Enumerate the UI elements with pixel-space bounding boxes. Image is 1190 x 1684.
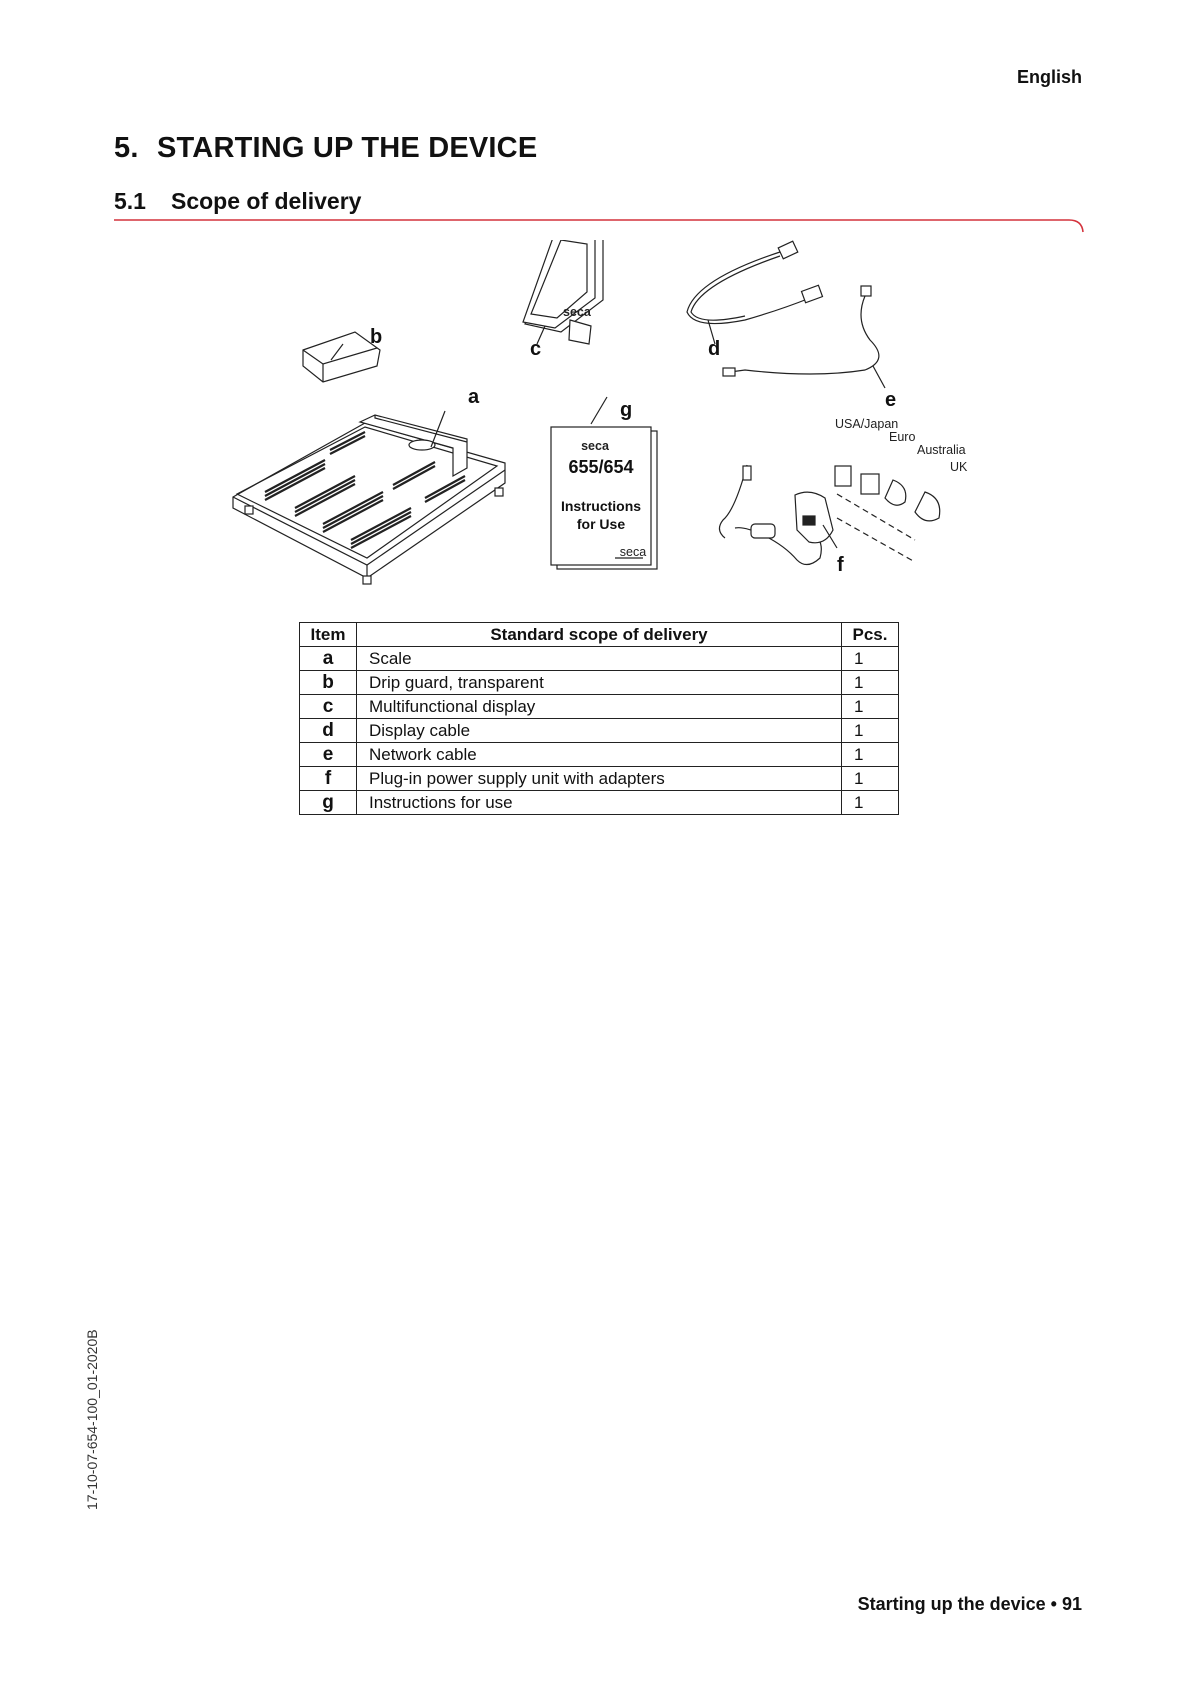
scope-of-delivery-figure — [225, 240, 985, 610]
scope-of-delivery-table — [299, 622, 899, 815]
header-pcs: Pcs. — [842, 623, 899, 647]
row-pcs: 1 — [842, 719, 899, 743]
display-drawing — [523, 240, 603, 344]
power-supply-drawing — [719, 465, 939, 565]
language-label: English — [1016, 67, 1082, 87]
table-header-row — [300, 623, 899, 647]
row-item: g — [300, 791, 357, 815]
adapter-euro: Euro — [889, 430, 916, 444]
row-description: Plug-in power supply unit with adapters — [357, 767, 842, 791]
label-e: e — [885, 389, 897, 411]
label-g: g — [620, 399, 633, 421]
subsection-title: Scope of delivery — [171, 188, 362, 214]
row-item: f — [300, 767, 357, 791]
row-description: Instructions for use — [357, 791, 842, 815]
row-pcs: 1 — [842, 695, 899, 719]
row-description: Scale — [357, 647, 842, 671]
adapter-usa-japan: USA/Japan — [835, 417, 899, 431]
label-a: a — [468, 386, 480, 408]
row-item: e — [300, 743, 357, 767]
row-pcs: 1 — [842, 647, 899, 671]
table-row — [300, 719, 899, 743]
row-description: Multifunctional display — [357, 695, 842, 719]
instructions-booklet-drawing — [551, 397, 657, 569]
booklet-model: 655/654 — [568, 457, 634, 477]
section-heading — [114, 132, 537, 165]
row-item: d — [300, 719, 357, 743]
row-item: a — [300, 647, 357, 671]
row-description: Drip guard, transparent — [357, 671, 842, 695]
booklet-title-line1: Instructions — [560, 498, 642, 514]
table-row — [300, 791, 899, 815]
table-row — [300, 671, 899, 695]
label-f: f — [837, 554, 844, 576]
section-title: STARTING UP THE DEVICE — [157, 132, 538, 164]
table-row — [300, 647, 899, 671]
booklet-brand: seca — [581, 439, 609, 453]
header-item: Item — [300, 623, 357, 647]
row-pcs: 1 — [842, 743, 899, 767]
adapter-australia: Australia — [917, 443, 966, 457]
table-row — [300, 743, 899, 767]
scale-drawing — [233, 411, 505, 584]
booklet-brand-bottom: seca — [619, 545, 647, 559]
subsection-number: 5.1 — [114, 188, 146, 214]
adapter-uk: UK — [950, 460, 968, 474]
header-standard-scope: Standard scope of delivery — [357, 623, 842, 647]
subsection-heading — [114, 188, 361, 215]
section-number: 5. — [114, 132, 139, 164]
booklet-title-line2: for Use — [576, 516, 626, 532]
label-d: d — [708, 338, 721, 360]
display-cable-drawing — [687, 241, 823, 344]
document-number: 17-10-07-654-100_01-2020B — [84, 1329, 100, 1510]
row-description: Network cable — [357, 743, 842, 767]
row-pcs: 1 — [842, 767, 899, 791]
row-item: b — [300, 671, 357, 695]
drip-guard-drawing — [303, 332, 380, 382]
label-c: c — [530, 338, 542, 360]
section-divider — [114, 218, 1084, 240]
row-description: Display cable — [357, 719, 842, 743]
table-row — [300, 767, 899, 791]
page-footer: Starting up the device • 91 — [857, 1594, 1082, 1614]
display-brand: seca — [563, 305, 591, 319]
network-cable-drawing — [723, 286, 885, 388]
row-item: c — [300, 695, 357, 719]
row-pcs: 1 — [842, 791, 899, 815]
label-b: b — [370, 326, 383, 348]
row-pcs: 1 — [842, 671, 899, 695]
table-row — [300, 695, 899, 719]
